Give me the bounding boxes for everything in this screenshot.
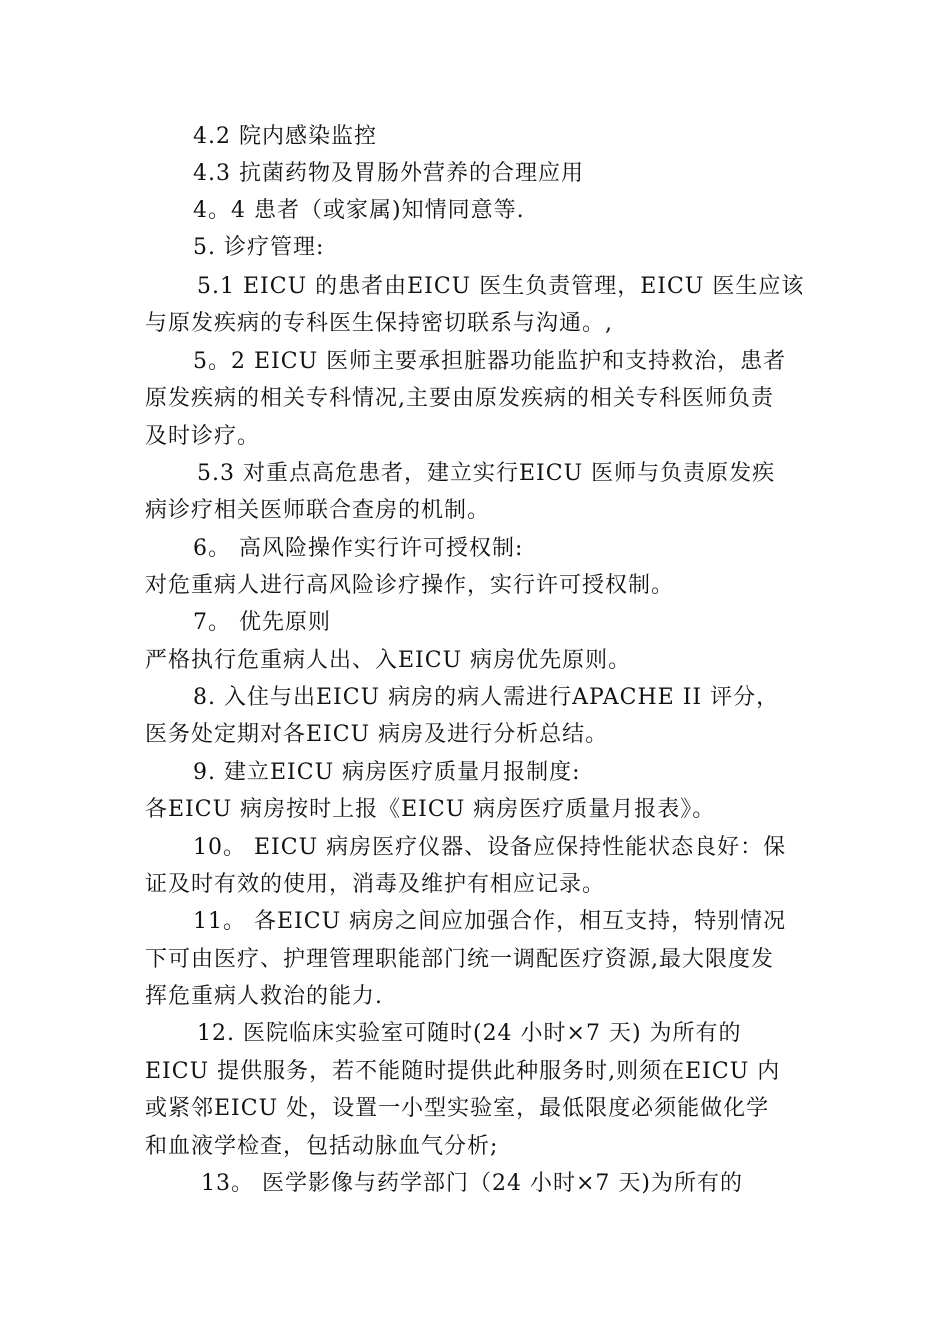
text-line: 11。 各EICU 病房之间应加强合作，相互支持，特别情况	[193, 909, 787, 934]
text-line: 7。 优先原则	[193, 610, 331, 635]
text-line: 4.2 院内感染监控	[193, 124, 377, 149]
text-line: 和血液学检查，包括动脉血气分析;	[145, 1134, 499, 1159]
text-line: 5。2 EICU 医师主要承担脏器功能监护和支持救治，患者	[193, 349, 787, 374]
text-line: 5.3 对重点高危患者，建立实行EICU 医师与负责原发疾	[197, 461, 776, 486]
text-line: 挥危重病人救治的能力.	[145, 984, 383, 1009]
text-line: 13。 医学影像与药学部门（24 小时×7 天)为所有的	[201, 1171, 743, 1196]
text-line: EICU 提供服务，若不能随时提供此种服务时,则须在EICU 内	[145, 1059, 781, 1084]
text-line: 10。 EICU 病房医疗仪器、设备应保持性能状态良好：保	[193, 835, 787, 860]
text-line: 对危重病人进行高风险诊疗操作，实行许可授权制。	[145, 573, 675, 598]
text-line: 原发疾病的相关专科情况,主要由原发疾病的相关专科医师负责	[145, 386, 774, 411]
text-line: 12. 医院临床实验室可随时(24 小时×7 天) 为所有的	[197, 1021, 742, 1046]
text-line: 8. 入住与出EICU 病房的病人需进行APACHE II 评分，	[193, 685, 780, 710]
text-line: 病诊疗相关医师联合查房的机制。	[145, 498, 491, 523]
text-line: 医务处定期对各EICU 病房及进行分析总结。	[145, 722, 609, 747]
text-line: 或紧邻EICU 处，设置一小型实验室，最低限度必须能做化学	[145, 1096, 770, 1121]
text-line: 各EICU 病房按时上报《EICU 病房医疗质量月报表》。	[145, 797, 716, 822]
text-line: 下可由医疗、护理管理职能部门统一调配医疗资源,最大限度发	[145, 947, 774, 972]
text-line: 4。4 患者（或家属)知情同意等.	[193, 198, 525, 223]
text-line: 4.3 抗菌药物及胃肠外营养的合理应用	[193, 161, 584, 186]
text-line: 5.1 EICU 的患者由EICU 医生负责管理，EICU 医生应该	[197, 274, 805, 299]
text-line: 6。 高风险操作实行许可授权制:	[193, 536, 524, 561]
text-line: 严格执行危重病人出、入EICU 病房优先原则。	[145, 648, 632, 673]
text-line: 及时诊疗。	[145, 424, 261, 449]
text-line: 证及时有效的使用，消毒及维护有相应记录。	[145, 872, 606, 897]
text-line: 与原发疾病的专科医生保持密切联系与沟通。,	[145, 311, 613, 336]
text-line: 9. 建立EICU 病房医疗质量月报制度:	[193, 760, 581, 785]
text-line: 5. 诊疗管理:	[193, 235, 325, 260]
